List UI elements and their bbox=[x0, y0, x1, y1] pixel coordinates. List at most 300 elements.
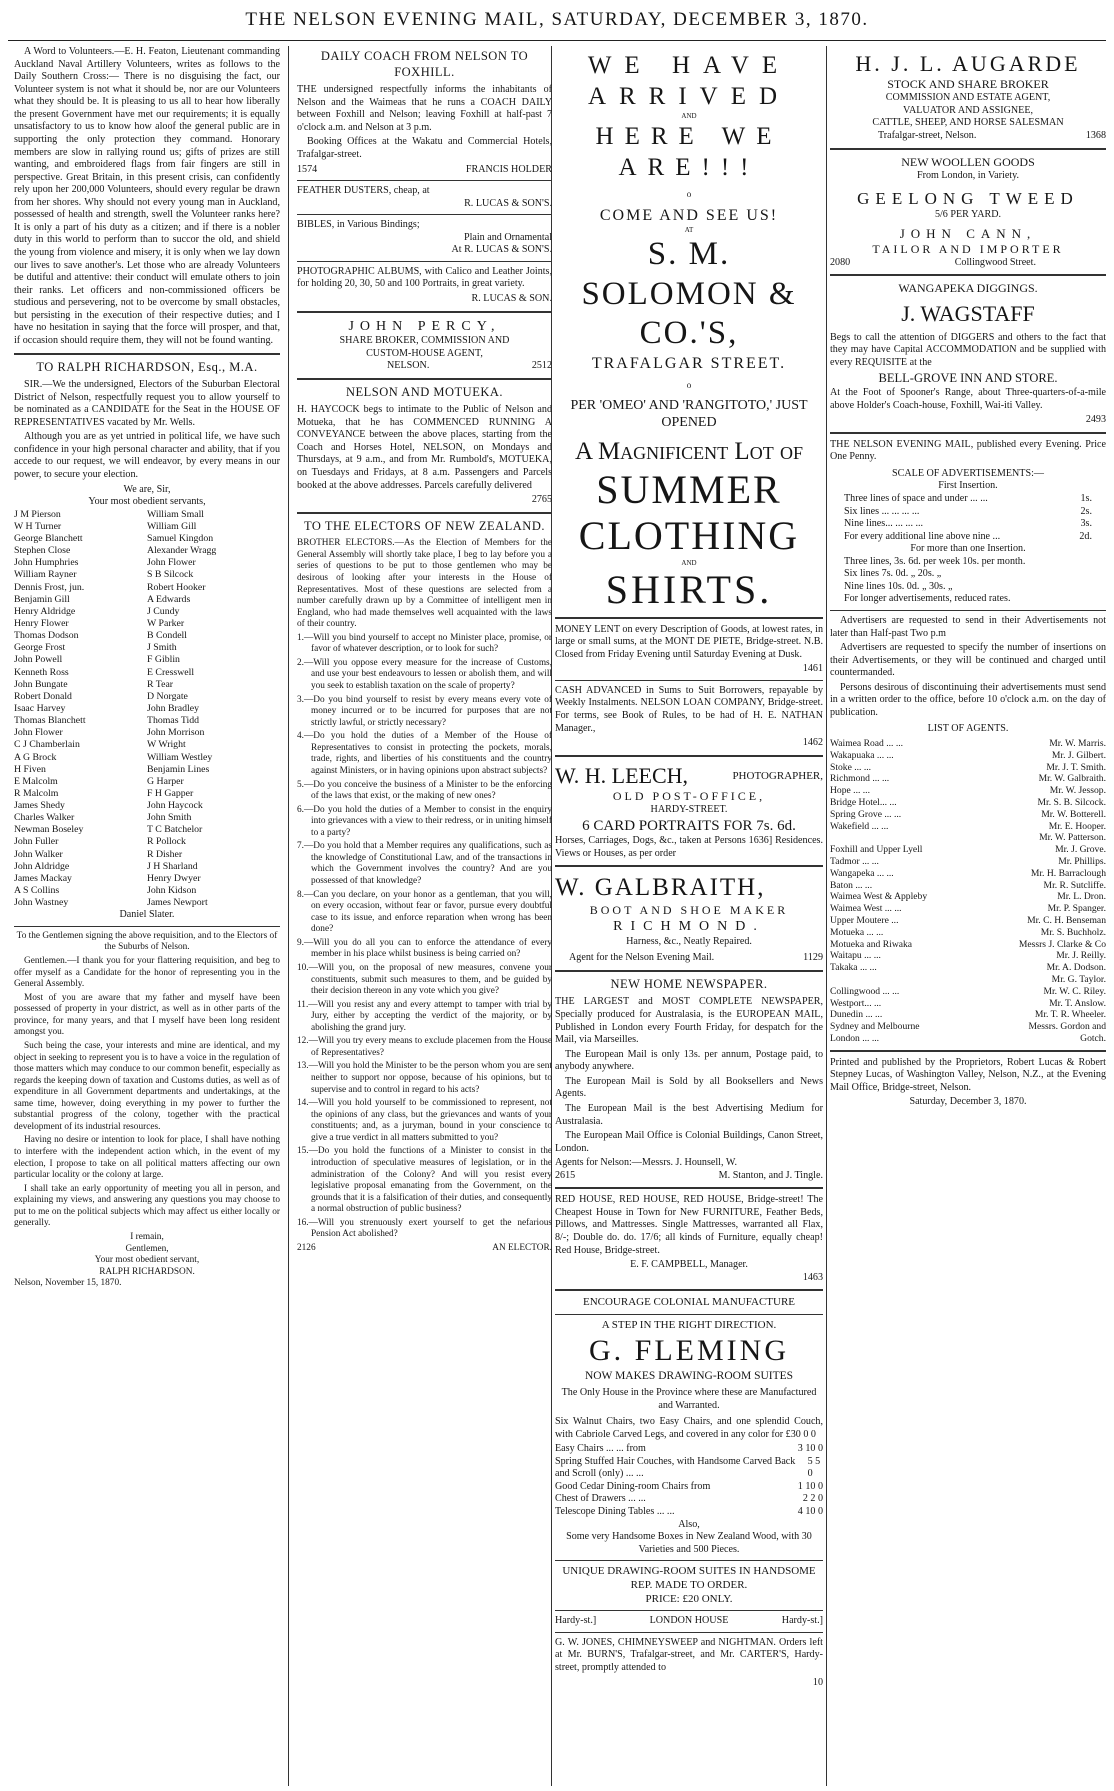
boxes-text: Some very Handsome Boxes in New Zealand Wood, with 30 Varieties and 500 Pieces. bbox=[566, 1531, 812, 1555]
agent-row bbox=[830, 891, 1106, 903]
agent-name: Mr. R. Sutcliffe. bbox=[1043, 879, 1106, 891]
divider bbox=[297, 311, 552, 313]
first-insertion: First Insertion. bbox=[938, 480, 998, 492]
percy-place: NELSON. bbox=[387, 360, 430, 372]
price-value: 2 2 0 bbox=[802, 1493, 823, 1505]
agent-row bbox=[830, 927, 1106, 939]
agent-name: Mr. L. Dron. bbox=[1057, 891, 1106, 903]
agent-list bbox=[830, 738, 1106, 1045]
divider bbox=[555, 680, 823, 681]
signatory-name: John Humphries bbox=[14, 557, 79, 569]
augarde-line: CATTLE, SHEEP, AND HORSE SALESMAN bbox=[872, 117, 1064, 129]
divider bbox=[297, 378, 552, 380]
signatory-name: Newman Boseley bbox=[14, 824, 84, 836]
question-item: 2.—Will you oppose every measure for the increase of Customs, and use your best endeavours to lessen or abolish them, and will you seek to establish taxation on the scale of property? bbox=[297, 657, 552, 692]
agent-name: Messrs. Gordon and bbox=[1028, 1021, 1106, 1033]
ad-number: 2126 bbox=[297, 1242, 316, 1253]
signatories bbox=[14, 509, 280, 910]
signatory-name: W Parker bbox=[147, 617, 185, 629]
rate-label: Three lines of space and under ... ... bbox=[844, 492, 988, 504]
question-item: 11.—Will you resist any and every attempt to tamper with trial by Jury, either by accepting the verdict of the majority, or by abolishing the grand jury. bbox=[297, 999, 552, 1033]
agent-place: Takaka ... ... bbox=[830, 962, 877, 974]
divider bbox=[297, 214, 552, 215]
signatory-name: Alexander Wragg bbox=[147, 545, 217, 557]
galbraith-agent: Agent for the Nelson Evening Mail. bbox=[569, 952, 715, 964]
signatory-name: John Bradley bbox=[147, 702, 199, 714]
divider bbox=[555, 1187, 823, 1189]
bibles-ad: BIBLES, in Various Bindings; bbox=[297, 219, 420, 231]
trafalgar-line: TRAFALGAR STREET. bbox=[591, 354, 787, 372]
price-value: 1 10 0 bbox=[797, 1480, 823, 1492]
signatory-name: Samuel Kingdon bbox=[147, 532, 214, 544]
signatory-name: D Norgate bbox=[147, 690, 188, 702]
question-item: 6.—Do you hold the duties of a Member to consist in the enquiry into grievances with a view to their redress, or in uniting himself to a party? bbox=[297, 804, 552, 838]
signatory-name: John Powell bbox=[14, 654, 63, 666]
signatory-name: A Edwards bbox=[147, 593, 191, 605]
rate-row bbox=[844, 493, 1092, 506]
reply-text: Such being the case, your interests and mine are identical, and my object in seeking to represent you is to have a voice in the regulation of those matters which may conduce to our common benefit, especially as regards the keeping down of taxation and Customs duties, as well as of expenditure in all Government departments and undertakings, at the same time, however, doing everything in my power to further the substantial progress of the colony, together with the practical development of its industrial resources. bbox=[14, 1040, 280, 1132]
newhome-agents: Agents for Nelson:—Messrs. J. Hounsell, W. bbox=[555, 1157, 737, 1169]
agent-place: Baton ... ... bbox=[830, 879, 873, 891]
signatory-name: R Tear bbox=[147, 678, 174, 690]
newhome-text: The European Mail is only 13s. per annum, Postage paid, to anybody anywhere. bbox=[555, 1048, 823, 1073]
agent-row bbox=[830, 962, 1106, 974]
fleming-makes: NOW MAKES DRAWING-ROOM SUITES bbox=[584, 1369, 794, 1382]
agent-name: Mr. P. Spanger. bbox=[1047, 903, 1106, 915]
ad-number: 2080 bbox=[830, 256, 851, 268]
signatory-name: Kenneth Ross bbox=[14, 666, 69, 678]
ad-number: 1368 bbox=[1085, 130, 1106, 141]
divider bbox=[555, 970, 823, 972]
rate-row bbox=[844, 506, 1092, 519]
signatory-name: George Blanchett bbox=[14, 532, 83, 544]
signatory-name: Benjamin Gill bbox=[14, 593, 70, 605]
ad-number: 1461 bbox=[802, 663, 823, 675]
agent-name: Mr. S. B. Silcock. bbox=[1037, 797, 1106, 809]
ornament: o bbox=[686, 379, 692, 390]
signatory-name: J Cundy bbox=[147, 605, 180, 617]
motueka-text: H. HAYCOCK begs to intimate to the Public of Nelson and Motueka, that he has COMMENCED RUNNING A CONVEYANCE between the above places, starting from the Coach and Horses Hotel, NELSON, on Mondays and Thursdays, at 9 a.m., and from Mr. Rumbold's, MOTUEKA, on Tuesdays and Fridays, at 8 a.m. Passengers and Parcels booked at the above addresses. Parcels carefully delivered bbox=[297, 404, 552, 491]
london-right: Hardy-st.] bbox=[781, 1615, 823, 1627]
price-item: Chest of Drawers ... ... bbox=[555, 1493, 646, 1505]
agents-heading: LIST OF AGENTS. bbox=[927, 722, 1009, 734]
agent-name: Mr. T. Anslow. bbox=[1049, 997, 1106, 1009]
column-divider bbox=[288, 46, 289, 1786]
agent-place: Waimea West ... ... bbox=[830, 903, 902, 915]
signatory-name: Charles Walker bbox=[14, 812, 75, 824]
rates-first bbox=[830, 493, 1106, 543]
leech-street: HARDY-STREET. bbox=[650, 803, 728, 815]
agent-row bbox=[830, 844, 1106, 856]
signatory-name: R Malcolm bbox=[14, 787, 59, 799]
leech-role: PHOTOGRAPHER, bbox=[732, 769, 823, 782]
rate-price: 2s. bbox=[1080, 505, 1092, 517]
money-lent-ad: MONEY LENT on every Description of Goods, at lowest rates, in large or small sums, at the MONT DE PIETE, Bridge-street. N.B. Closed from Friday Evening until Saturday Evening at Dusk. bbox=[555, 623, 823, 660]
price-row bbox=[555, 1493, 823, 1506]
signatory-name: John Wastney bbox=[14, 897, 69, 909]
also-label: Also, bbox=[678, 1518, 700, 1530]
signatories-left bbox=[14, 509, 147, 910]
redhouse-manager: E. F. CAMPBELL, Manager. bbox=[630, 1259, 748, 1271]
summer-clothing: SUMMER CLOTHING bbox=[578, 466, 800, 558]
agent-name: Mr. Phillips. bbox=[1058, 856, 1106, 868]
bellgrove-text: At the Foot of Spooner's Range, about Three-quarters-of-a-mile above Holder's Coach-house, Foxhill, Wai-iti Valley. bbox=[830, 387, 1106, 411]
and-label: AND bbox=[681, 558, 697, 567]
cann-name: JOHN CANN, bbox=[899, 225, 1037, 241]
agent-place: Richmond ... ... bbox=[830, 773, 890, 785]
galbraith-role: BOOT AND SHOE MAKER bbox=[589, 903, 789, 918]
ad-number: 2493 bbox=[1085, 414, 1106, 426]
dateline: Nelson, November 15, 1870. bbox=[14, 1278, 122, 1289]
newhome-heading: NEW HOME NEWSPAPER. bbox=[610, 976, 768, 991]
signatory-name: F Giblin bbox=[147, 654, 180, 666]
agent-name: Messrs J. Clarke & Co bbox=[1018, 938, 1106, 950]
agent-place: Motueka and Riwaka bbox=[830, 938, 913, 950]
feather-ad: FEATHER DUSTERS, cheap, at bbox=[297, 185, 430, 197]
signatory-name: E Cresswell bbox=[147, 666, 195, 678]
agent-name: Mr. W. Marris. bbox=[1049, 738, 1106, 750]
agent-place: Spring Grove ... ... bbox=[830, 808, 902, 820]
signatory-name: John Morrison bbox=[147, 727, 205, 739]
unique-line: UNIQUE DRAWING-ROOM SUITES IN HANDSOME REP. MADE TO ORDER. bbox=[562, 1565, 816, 1591]
agent-name: Mr. J. Grove. bbox=[1055, 844, 1106, 856]
wagstaff-text: Begs to call the attention of DIGGERS and others to the fact that they may have Capital ACCOMMODATION and be supplied with every REQUISITE at the bbox=[830, 331, 1106, 368]
agent-row bbox=[830, 773, 1106, 785]
step-line: A STEP IN THE RIGHT DIRECTION. bbox=[601, 1318, 777, 1331]
agent-place: Tadmor ... ... bbox=[830, 856, 879, 868]
agent-place: London ... ... bbox=[830, 1033, 880, 1044]
woollen-heading: NEW WOOLLEN GOODS bbox=[901, 154, 1035, 169]
richardson-heading: TO RALPH RICHARDSON, Esq., M.A. bbox=[36, 359, 258, 374]
electors-intro: BROTHER ELECTORS.—As the Election of Members for the General Assembly will shortly take place, I beg to lay before you a series of questions to be put to those gentlemen who may be desirous of looking after your interests in the House of Representatives. Most of these questions are selected from a number carefully drawn up by a Committee of intelligent men in England, who had made themselves well acquainted with the laws of their country. bbox=[297, 538, 552, 630]
salutation: We are, Sir, bbox=[123, 483, 171, 495]
agent-row bbox=[830, 915, 1106, 927]
newhome-text: THE LARGEST and MOST COMPLETE NEWSPAPER, Specially produced for Australasia, is the EUROPEAN MAIL, Published in London every Fourth Friday, for despatch for the Mail, via Marseilles. bbox=[555, 996, 823, 1046]
masthead-rule bbox=[8, 40, 1106, 41]
ad-number: 1462 bbox=[802, 737, 823, 749]
agent-place: Dunedin ... ... bbox=[830, 1009, 883, 1021]
agent-name: Mr. T. R. Wheeler. bbox=[1034, 1009, 1106, 1021]
agent-place: Wangapeka ... ... bbox=[830, 867, 894, 879]
divider bbox=[555, 1289, 823, 1291]
magnificent-line: A Magnificent Lot of bbox=[575, 437, 803, 465]
price-item: Spring Stuffed Hair Couches, with Handsome Carved Back and Scroll (only) ... ... bbox=[555, 1455, 796, 1480]
rate-label: For every additional line above nine ... bbox=[844, 530, 1001, 542]
coach-text: THE undersigned respectfully informs the inhabitants of Nelson and the Waimeas that he runs a COACH DAILY between Foxhill and Nelson; leaving Foxhill at half-past 7 o'clock a.m. and Nelson at 3 p.m. bbox=[297, 84, 552, 133]
agent-name: Mr. W. Galbraith. bbox=[1038, 773, 1106, 785]
agent-place: Stoke ... ... bbox=[830, 761, 872, 773]
agent-row bbox=[830, 998, 1106, 1010]
signatory-name: Robert Hooker bbox=[147, 581, 206, 593]
woollen-from: From London, in Variety. bbox=[916, 169, 1020, 181]
electors-signature: AN ELECTOR. bbox=[492, 1242, 552, 1253]
column-2 bbox=[297, 46, 552, 1786]
signatory-name: R Pollock bbox=[147, 836, 186, 848]
wangapeka-heading: WANGAPEKA DIGGINGS. bbox=[898, 281, 1038, 296]
agent-row bbox=[830, 880, 1106, 892]
agent-row bbox=[830, 750, 1106, 762]
question-item: 10.—Will you, on the proposal of new measures, convene your constituents, submit such measures to them, and be guided by their decision thereon in any vote which you give? bbox=[297, 962, 552, 997]
coach-proprietor: FRANCIS HOLDER bbox=[465, 163, 552, 175]
fleming-only: The Only House in the Province where these are Manufactured and Warranted. bbox=[561, 1386, 817, 1411]
agent-name: Mr. E. Hooper. bbox=[1048, 820, 1106, 832]
divider bbox=[830, 274, 1106, 276]
agent-row bbox=[830, 974, 1106, 986]
signatory-name: J M Pierson bbox=[14, 508, 61, 520]
requisition-text: Although you are as yet untried in political life, we have such confidence in your high personal character and ability, that if you accede to our request, we will endeavor, by every means in our power, to secure your election. bbox=[14, 431, 280, 480]
price-row bbox=[555, 1456, 823, 1481]
ships-line: PER 'OMEO' AND 'RANGITOTO,' JUST OPENED bbox=[570, 397, 808, 431]
question-item: 16.—Will you strenuously exert yourself to get the nefarious Pension Act abolished? bbox=[297, 1217, 552, 1240]
longer-rates: For longer advertisements, reduced rates. bbox=[844, 593, 1011, 605]
agent-name: Mr. H. Barraclough bbox=[1030, 867, 1106, 879]
signatory-name: Isaac Harvey bbox=[14, 702, 66, 714]
scale-heading: SCALE OF ADVERTISEMENTS:— bbox=[892, 467, 1044, 479]
fleming-six: Six Walnut Chairs, two Easy Chairs, and one splendid Couch, with Cabriole Carved Legs, and covered in any color for £30 0 0 bbox=[555, 1416, 823, 1440]
signatory-name: Benjamin Lines bbox=[147, 763, 210, 775]
agent-place: Wakapuaka ... ... bbox=[830, 749, 894, 761]
column-4 bbox=[830, 46, 1106, 1786]
jones-ad: G. W. JONES, CHIMNEYSWEEP and NIGHTMAN. Orders left at Mr. BURN'S, Trafalgar-street, and Mr. CARTER'S, Hardy-street, promptly attended to bbox=[555, 1636, 823, 1674]
divider bbox=[555, 1632, 823, 1633]
signatory-name: John Smith bbox=[147, 812, 192, 824]
paper-heading: THE NELSON EVENING MAIL, published every Evening. Price One Penny. bbox=[830, 438, 1106, 463]
signatory-name: John Aldridge bbox=[14, 860, 70, 872]
bellgrove-heading: BELL-GROVE INN AND STORE. bbox=[878, 371, 1058, 386]
agent-name: Mr. C. H. Benseman bbox=[1027, 915, 1106, 927]
signatory-name: Henry Flower bbox=[14, 617, 69, 629]
question-item: 5.—Do you conceive the business of a Minister to be the enforcing of the laws that exist, or the making of new ones? bbox=[297, 779, 552, 802]
divider bbox=[830, 610, 1106, 611]
signatory-name: John Walker bbox=[14, 848, 63, 860]
rate-price: 2d. bbox=[1079, 530, 1092, 542]
agent-row bbox=[830, 1033, 1106, 1045]
solomon-name: S. M. SOLOMON & CO.'S, bbox=[581, 236, 797, 352]
closing: I remain, bbox=[130, 1231, 164, 1242]
agent-row bbox=[830, 903, 1106, 915]
augarde-line: VALUATOR AND ASSIGNEE, bbox=[902, 104, 1034, 116]
divider bbox=[555, 1314, 823, 1315]
galbraith-place: RICHMOND. bbox=[613, 919, 765, 935]
signatory-name: G Harper bbox=[147, 775, 184, 787]
divider bbox=[830, 1050, 1106, 1052]
signatory-name: F H Gapper bbox=[147, 787, 194, 799]
agent-name: Mr. S. Buchholz. bbox=[1040, 926, 1106, 938]
ad-number: 2512 bbox=[531, 360, 552, 372]
photo-albums-ad: PHOTOGRAPHIC ALBUMS, with Calico and Leather Joints, for holding 20, 30, 50 and 100 Portraits, in great variety. bbox=[297, 265, 552, 290]
bibles-ad-2: Plain and Ornamental bbox=[463, 231, 552, 243]
reply-text: Having no desire or intention to look for place, I shall have nothing to interfere with the independent action which, in the event of my election, I propose to take on all political matters affecting our own particular locality or the colony at large. bbox=[14, 1135, 280, 1181]
divider bbox=[555, 617, 823, 619]
agent-row bbox=[830, 832, 1106, 844]
agent-row bbox=[830, 762, 1106, 774]
photo-seller: R. LUCAS & SON. bbox=[471, 293, 552, 304]
ornament: o bbox=[686, 189, 692, 200]
agent-row bbox=[830, 939, 1106, 951]
agent-place: Waitapu ... ... bbox=[830, 950, 881, 962]
reply-text: Most of you are aware that my father and myself have been possessed of property in your district, as well as in other parts of the province, for many years, and that I myself have been long resident amongst you. bbox=[14, 992, 280, 1038]
agent-row bbox=[830, 868, 1106, 880]
agent-row bbox=[830, 986, 1106, 998]
question-item: 13.—Will you hold the Minister to be the person whom you are sent neither to support nor oppose, because of his opinions, but to supervise and to control in regard to his acts? bbox=[297, 1061, 552, 1095]
signatory-last: Daniel Slater. bbox=[119, 909, 175, 921]
unique-price: PRICE: £20 ONLY. bbox=[645, 1592, 733, 1605]
agent-name: Mr. G. Taylor. bbox=[1051, 974, 1106, 986]
rate-row bbox=[844, 518, 1092, 531]
price-item: Easy Chairs ... ... from bbox=[555, 1443, 646, 1455]
coach-heading: DAILY COACH FROM NELSON TO FOXHILL. bbox=[320, 49, 529, 79]
rate-price: 1s. bbox=[1080, 492, 1092, 504]
encourage-line: ENCOURAGE COLONIAL MANUFACTURE bbox=[582, 1296, 796, 1309]
signatory-name: Thomas Dodson bbox=[14, 630, 79, 642]
reply-heading: To the Gentlemen signing the above requisition, and to the Electors of the Suburbs of Nelson. bbox=[16, 930, 278, 953]
price-value: 3 10 0 bbox=[797, 1443, 823, 1455]
imprint: Printed and published by the Proprietors, Robert Lucas & Robert Stepney Lucas, of Washington Valley, Nelson, N.Z., at the Evening Mail Office, Bridge-street, Nelson. bbox=[830, 1056, 1106, 1093]
column-divider bbox=[826, 46, 827, 1786]
signatory-name: James Mackay bbox=[14, 872, 72, 884]
signatories-right bbox=[147, 509, 280, 910]
agent-name: Mr. J. Gilbert. bbox=[1051, 749, 1106, 761]
agent-place: Collingwood ... ... bbox=[830, 985, 900, 997]
leech-office: OLD POST-OFFICE, bbox=[612, 789, 766, 804]
rate-line: Nine lines 10s. 0d. „ 30s. „ bbox=[844, 580, 953, 592]
divider bbox=[297, 180, 552, 181]
london-house: LONDON HOUSE bbox=[649, 1615, 729, 1627]
price-value: 4 10 0 bbox=[797, 1506, 823, 1518]
agent-name: Mr. W. Botterell. bbox=[1041, 808, 1106, 820]
reply-text: Gentlemen.—I thank you for your flattering requisition, and beg to offer myself as a Candidate for the honor of representing you in the General Assembly. bbox=[14, 956, 280, 990]
masthead: THE NELSON EVENING MAIL, SATURDAY, DECEMBER 3, 1870. bbox=[245, 9, 869, 30]
agent-place: Waimea West & Appleby bbox=[830, 891, 928, 903]
agent-place: Wakefield ... ... bbox=[830, 820, 889, 832]
galbraith-repair: Harness, &c., Neatly Repaired. bbox=[626, 935, 752, 947]
newhome-agents: M. Stanton, and J. Tingle. bbox=[718, 1169, 823, 1181]
signatory-name: Stephen Close bbox=[14, 545, 71, 557]
signatory-name: W H Turner bbox=[14, 520, 62, 532]
signatory-name: B Condell bbox=[147, 630, 188, 642]
agent-name: Mr. J. T. Smith. bbox=[1046, 761, 1106, 773]
come-line: COME AND SEE US! bbox=[599, 207, 779, 225]
signatory-name: John Haycock bbox=[147, 800, 203, 812]
signatory-name: E Malcolm bbox=[14, 775, 58, 787]
galbraith-name: W. GALBRAITH, bbox=[555, 874, 766, 902]
agent-row bbox=[830, 809, 1106, 821]
divider bbox=[555, 865, 823, 867]
signatory-name: A S Collins bbox=[14, 885, 60, 897]
question-item: 12.—Will you try every means to exclude placemen from the House of Representatives? bbox=[297, 1036, 552, 1058]
divider bbox=[14, 926, 280, 927]
newhome-text: The European Mail is the best Advertising Medium for Australasia. bbox=[555, 1102, 823, 1127]
newhome-text: The European Mail is Sold by all Booksellers and News Agents. bbox=[555, 1075, 823, 1100]
notice: Persons desirous of discontinuing their advertisements must send in a written order to the office, before 10 o'clock a.m. on the day of publication. bbox=[830, 681, 1106, 718]
signatory-name: Henry Aldridge bbox=[14, 605, 76, 617]
more-insertion: For more than one Insertion. bbox=[910, 543, 1026, 555]
agent-row bbox=[830, 738, 1106, 750]
agent-place: Waimea Road ... ... bbox=[830, 738, 904, 750]
signatory-name: T C Batchelor bbox=[147, 824, 203, 836]
divider bbox=[830, 148, 1106, 150]
percy-name: JOHN PERCY, bbox=[348, 318, 501, 334]
question-item: 1.—Will you bind yourself to accept no Minister place, promise, or favor of whatever description, or to look for such? bbox=[297, 632, 552, 655]
ad-number: 2765 bbox=[531, 494, 552, 506]
and-label: AND bbox=[681, 112, 697, 121]
question-item: 14.—Will you hold yourself to be commissioned to represent, not the opinions of any class, but the grievances and wants of your constituents; and, as a juryman, bound in your conscience to give a true verdict in all matters submitted to you? bbox=[297, 1098, 552, 1143]
signatory-name: R Disher bbox=[147, 848, 183, 860]
divider bbox=[830, 432, 1106, 434]
london-left: Hardy-st.] bbox=[555, 1615, 597, 1627]
percy-line: SHARE BROKER, COMMISSION AND bbox=[339, 334, 510, 346]
signatory-name: George Frost bbox=[14, 642, 66, 654]
agent-place: Hope ... ... bbox=[830, 785, 870, 797]
agent-row bbox=[830, 1009, 1106, 1021]
ad-number: 1463 bbox=[802, 1271, 823, 1283]
ad-number: 1574 bbox=[297, 163, 318, 175]
signatory-name: Robert Donald bbox=[14, 690, 72, 702]
signatory-name: Thomas Blanchett bbox=[14, 715, 86, 727]
signatory-name: J H Sharland bbox=[147, 860, 198, 872]
price-item: Telescope Dining Tables ... ... bbox=[555, 1506, 675, 1518]
divider bbox=[297, 512, 552, 514]
signature: RALPH RICHARDSON. bbox=[99, 1266, 195, 1277]
percy-line: CUSTOM-HOUSE AGENT, bbox=[366, 347, 483, 359]
leech-name: W. H. LEECH, bbox=[555, 762, 689, 788]
price-row bbox=[555, 1443, 823, 1456]
notice: Advertisers are requested to send in their Advertisements not later than Half-past Two p.m bbox=[830, 615, 1106, 639]
geelong-price: 5/6 PER YARD. bbox=[934, 209, 1002, 221]
agent-row bbox=[830, 785, 1106, 797]
signatory-name: William Gill bbox=[147, 520, 197, 532]
divider bbox=[14, 353, 280, 355]
cann-street: Collingwood Street. bbox=[954, 256, 1036, 268]
agent-name: Mr. A. Dodson. bbox=[1046, 962, 1106, 974]
cann-role: TAILOR AND IMPORTER bbox=[872, 241, 1064, 256]
cash-advanced-ad: CASH ADVANCED in Sums to Suit Borrowers, repayable by Weekly Instalments. NELSON LOAN COMPANY, Bridge-street. For terms, see Book of Rules, to be had of H. E. NATHAN Manager., bbox=[555, 684, 823, 734]
imprint-date: Saturday, December 3, 1870. bbox=[909, 1096, 1027, 1108]
signatory-name: James Newport bbox=[147, 897, 208, 909]
electors-heading: TO THE ELECTORS OF NEW ZEALAND. bbox=[304, 518, 545, 533]
divider bbox=[555, 755, 823, 757]
reply-text: I shall take an early opportunity of meeting you all in person, and explaining my views, and answering any questions you may choose to put to me on the political subjects which may affect us either locally or generally. bbox=[14, 1183, 280, 1229]
rate-price: 3s. bbox=[1080, 518, 1092, 530]
augarde-address: Trafalgar-street, Nelson. bbox=[878, 130, 977, 141]
divider bbox=[555, 1610, 823, 1611]
signatory-name: C J Chamberlain bbox=[14, 739, 80, 751]
rate-row bbox=[844, 531, 1092, 544]
leech-cards: 6 CARD PORTRAITS FOR 7s. 6d. bbox=[582, 817, 796, 834]
agent-place: Upper Moutere ... bbox=[830, 915, 899, 927]
geelong-tweed: GEELONG TWEED bbox=[857, 189, 1079, 209]
agent-row bbox=[830, 1021, 1106, 1033]
signatory-name: William Small bbox=[147, 508, 205, 520]
agent-name: Gotch. bbox=[1080, 1033, 1106, 1044]
at-label: AT bbox=[684, 226, 694, 235]
signatory-name: John Flower bbox=[14, 727, 63, 739]
here-headline: HERE WE ARE!!! bbox=[595, 122, 783, 182]
agent-place: Sydney and Melbourne bbox=[830, 1021, 920, 1033]
agent-row bbox=[830, 950, 1106, 962]
signatory-name: Thomas Tidd bbox=[147, 715, 199, 727]
question-item: 4.—Do you hold the duties of a Member of the House of Representatives to consist in protecting the pockets, morals, trade, rights, and liberties of his constituents and the country against Ministers, or in having opinions upon abstract subjects? bbox=[297, 731, 552, 776]
signatory-name: John Fuller bbox=[14, 836, 59, 848]
question-item: 9.—Will you do all you can to enforce the attendance of every member in his place whilst business is being carried on? bbox=[297, 937, 552, 960]
column-3 bbox=[555, 46, 823, 1786]
agent-place: Bridge Hotel... ... bbox=[830, 797, 897, 809]
rates-more bbox=[830, 556, 1106, 594]
agent-row bbox=[830, 856, 1106, 868]
signatory-name: S B Silcock bbox=[147, 569, 194, 581]
question-item: 15.—Do you hold the functions of a Minister to consist in the introduction of speculative measures of legislation, or in the administration of the Colony? And will you resist every legislative proposal emanating from the Government, on the grounds that it is a falsification of their duties, and consequently a normal obstruction of public business? bbox=[297, 1146, 552, 1215]
question-item: 7.—Do you hold that a Member requires any qualifications, such as the knowledge of Constitutional Law, and of the transactions in which the Government involves the country? And are you possessed of that knowledge? bbox=[297, 841, 552, 887]
